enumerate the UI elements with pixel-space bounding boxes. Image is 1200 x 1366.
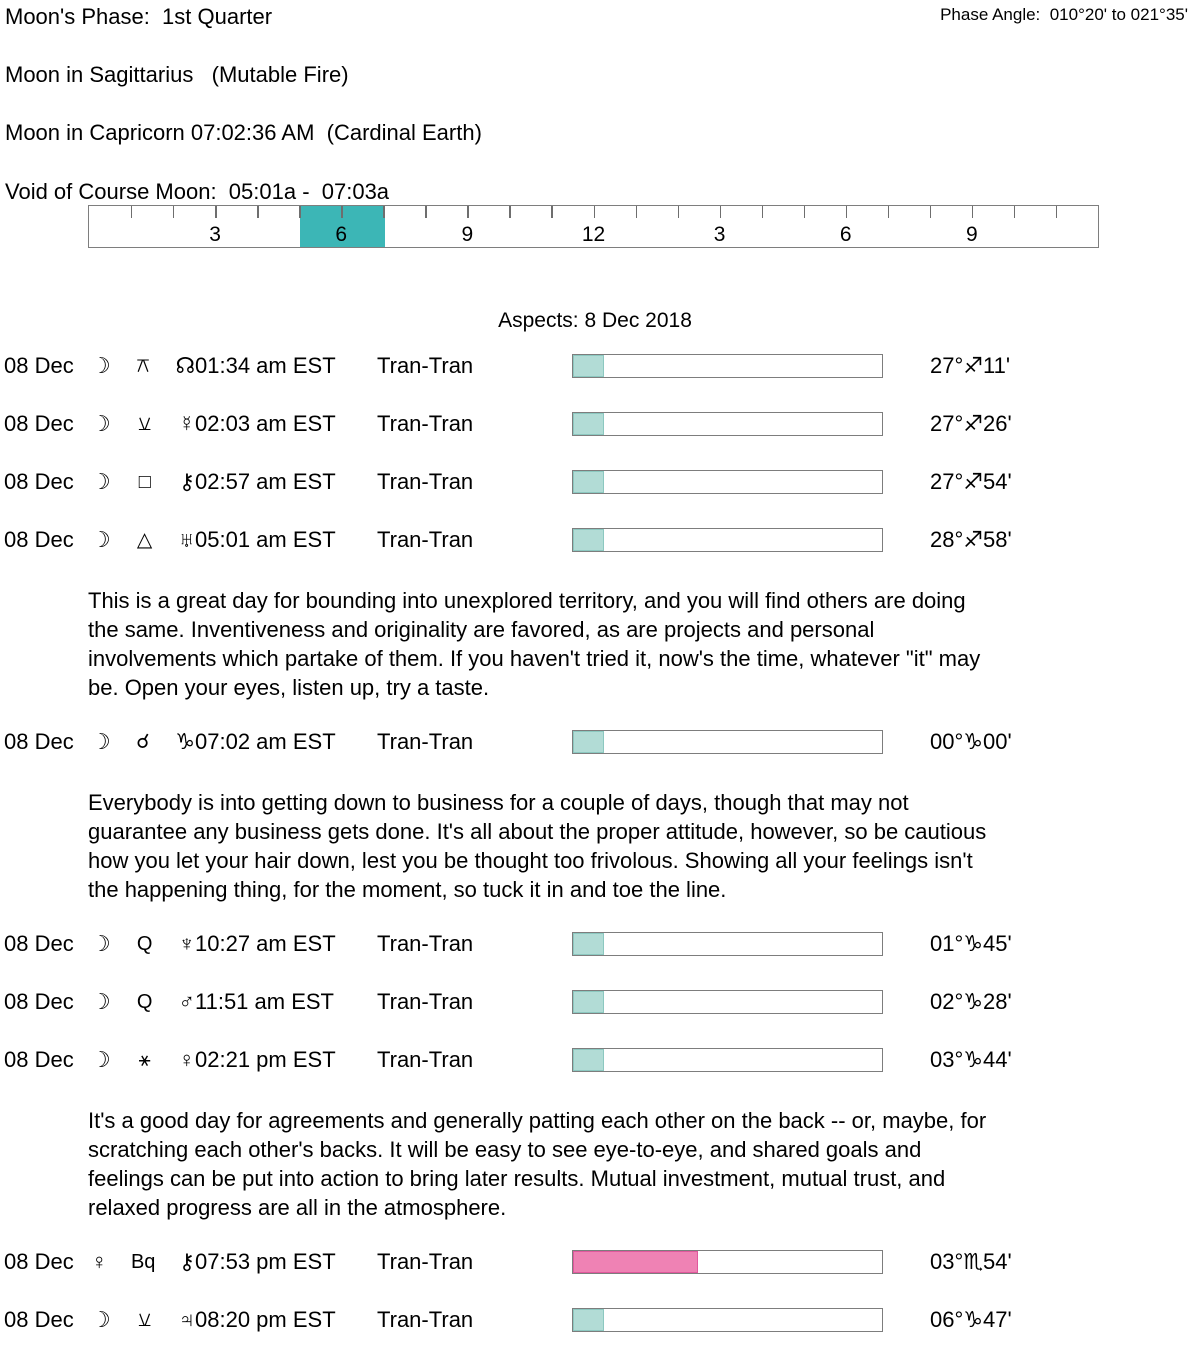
orb-bar-fill	[573, 355, 604, 377]
aspect-date: 08 Dec	[4, 469, 74, 494]
aspect-date: 08 Dec	[4, 1307, 74, 1332]
moon-icon: ☽	[91, 353, 111, 378]
note-line: relaxed progress are all in the atmosphere.	[88, 1195, 507, 1220]
aspect-symbols	[91, 730, 195, 754]
interpretation-note	[0, 1106, 1200, 1222]
hour-tick	[341, 206, 342, 218]
chiron-icon: ⚷	[178, 1249, 195, 1274]
hour-tick	[972, 206, 973, 218]
quintile-icon: Q	[136, 991, 153, 1013]
aspect-degree: 27°♐26'	[930, 411, 1012, 436]
hour-label: 9	[461, 223, 474, 246]
hour-label: 3	[713, 223, 726, 246]
aspect-type: Tran-Tran	[377, 1249, 474, 1274]
aspect-row	[0, 528, 1200, 552]
sextile-icon: ⚹	[138, 1049, 151, 1071]
moon-ingress-label: Moon in Capricorn 07:02:36 AM (Cardinal Earth)	[5, 120, 482, 145]
aspect-time: 05:01 am EST	[195, 527, 336, 552]
aspect-symbols	[91, 1308, 195, 1332]
aspect-type: Tran-Tran	[377, 989, 474, 1014]
aspect-degree: 06°♑47'	[930, 1307, 1012, 1332]
orb-bar-fill	[573, 1309, 604, 1331]
hour-tick	[804, 206, 805, 218]
aspect-list	[0, 354, 1200, 1366]
note-line: the happening thing, for the moment, so tuck it in and toe the line.	[88, 877, 727, 902]
aspect-row	[0, 354, 1200, 378]
hour-tick	[1014, 206, 1015, 218]
aspect-time: 10:27 am EST	[195, 931, 336, 956]
note-line: Everybody is into getting down to business for a couple of days, though that may not	[88, 790, 909, 815]
aspects-title: Aspects: 8 Dec 2018	[498, 309, 692, 332]
moon-icon: ☽	[91, 469, 111, 494]
day-hours-ruler	[88, 205, 1099, 248]
aspect-time: 02:21 pm EST	[195, 1047, 336, 1072]
hour-tick	[846, 206, 847, 218]
aspect-date: 08 Dec	[4, 527, 74, 552]
aspect-date: 08 Dec	[4, 931, 74, 956]
aspect-degree: 02°♑28'	[930, 989, 1012, 1014]
quintile-icon: Q	[136, 933, 153, 955]
aspect-type: Tran-Tran	[377, 527, 474, 552]
aspect-degree: 03°♑44'	[930, 1047, 1012, 1072]
aspect-time: 08:20 pm EST	[195, 1307, 336, 1332]
semisextile-icon: ⚺	[137, 1309, 152, 1331]
aspect-type: Tran-Tran	[377, 353, 474, 378]
aspect-symbols	[91, 470, 195, 494]
aspect-row	[0, 730, 1200, 754]
aspect-row	[0, 412, 1200, 436]
aspect-time: 01:34 am EST	[195, 353, 336, 378]
aspect-date: 08 Dec	[4, 411, 74, 436]
aspect-type: Tran-Tran	[377, 1307, 474, 1332]
aspect-time: 07:53 pm EST	[195, 1249, 336, 1274]
note-line: It's a good day for agreements and generally patting each other on the back -- or, maybe, for	[88, 1108, 987, 1133]
hour-tick	[467, 206, 468, 218]
aspect-degree: 27°♐11'	[930, 353, 1011, 378]
orb-bar	[572, 1048, 883, 1072]
orb-bar	[572, 354, 883, 378]
aspect-date: 08 Dec	[4, 729, 74, 754]
aspect-degree: 03°♏54'	[930, 1249, 1012, 1274]
hour-label: 12	[581, 223, 606, 246]
orb-bar	[572, 1250, 883, 1274]
moon-icon: ☽	[91, 527, 111, 552]
hour-label: 9	[966, 223, 978, 246]
chiron-icon: ⚷	[178, 469, 195, 494]
note-line: guarantee any business gets done. It's all about the proper attitude, however, so be cautious	[88, 819, 987, 844]
orb-bar	[572, 730, 883, 754]
interpretation-note	[0, 788, 1200, 904]
aspect-symbols	[91, 354, 195, 378]
note-line: be. Open your eyes, listen up, try a taste.	[88, 675, 490, 700]
orb-bar	[572, 1308, 883, 1332]
north-node-icon: ☊	[175, 353, 195, 378]
note-line: This is a great day for bounding into unexplored territory, and you will find others are doing	[88, 588, 966, 613]
aspect-date: 08 Dec	[4, 1249, 74, 1274]
moon-icon: ☽	[91, 1307, 111, 1332]
aspect-row	[0, 1308, 1200, 1332]
hour-tick	[1056, 206, 1057, 218]
hour-label: 3	[209, 223, 221, 246]
aspect-symbols	[91, 990, 195, 1014]
aspect-row	[0, 1250, 1200, 1274]
capricorn-icon: ♑	[175, 729, 195, 754]
neptune-icon: ♆	[178, 931, 195, 956]
aspect-symbols	[91, 1048, 195, 1072]
uranus-icon: ♅	[178, 527, 195, 552]
note-line: scratching each other's backs. It will be easy to see eye-to-eye, and shared goals and	[88, 1137, 922, 1162]
moon-icon: ☽	[91, 989, 111, 1014]
orb-bar-fill	[573, 1251, 698, 1273]
venus-icon: ♀	[91, 1249, 108, 1274]
aspect-time: 02:03 am EST	[195, 411, 336, 436]
note-line: involvements which partake of them. If you haven't tried it, now's the time, whatever "it" may	[88, 646, 981, 671]
trine-icon: △	[136, 529, 153, 551]
aspect-row	[0, 990, 1200, 1014]
aspect-date: 08 Dec	[4, 989, 74, 1014]
hour-tick	[215, 206, 216, 218]
hour-tick	[551, 206, 552, 218]
square-icon: □	[138, 471, 151, 493]
semisextile-icon: ⚺	[137, 413, 152, 435]
aspect-type: Tran-Tran	[377, 729, 474, 754]
orb-bar-fill	[573, 933, 604, 955]
orb-bar	[572, 412, 883, 436]
aspect-time: 11:51 am EST	[195, 989, 334, 1014]
aspect-type: Tran-Tran	[377, 411, 474, 436]
aspect-degree: 28°♐58'	[930, 527, 1012, 552]
orb-bar-fill	[573, 471, 604, 493]
phase-angle-label: Phase Angle: 010°20' to 021°35'	[940, 5, 1188, 24]
hour-tick	[131, 206, 132, 218]
note-line: how you let your hair down, lest you be thought too frivolous. Showing all your feelings isn't	[88, 848, 973, 873]
orb-bar	[572, 470, 883, 494]
moon-icon: ☽	[91, 411, 111, 436]
void-of-course-label: Void of Course Moon: 05:01a - 07:03a	[5, 179, 390, 204]
venus-icon: ♀	[178, 1047, 195, 1072]
aspect-symbols	[91, 528, 195, 552]
hour-tick	[636, 206, 637, 218]
aspect-time: 02:57 am EST	[195, 469, 336, 494]
aspect-degree: 01°♑45'	[930, 931, 1012, 956]
jupiter-icon: ♃	[178, 1307, 195, 1332]
aspect-symbols	[91, 932, 195, 956]
interpretation-note	[0, 586, 1200, 702]
hour-tick	[930, 206, 931, 218]
orb-bar-fill	[573, 731, 604, 753]
aspect-type: Tran-Tran	[377, 469, 474, 494]
hour-tick	[762, 206, 763, 218]
hour-tick	[594, 206, 595, 218]
aspect-symbols	[91, 412, 195, 436]
moon-icon: ☽	[91, 1047, 111, 1072]
aspect-symbols	[91, 1250, 195, 1274]
aspect-row	[0, 1048, 1200, 1072]
hour-tick	[720, 206, 721, 218]
hour-tick	[173, 206, 174, 218]
moon-icon: ☽	[91, 729, 111, 754]
aspect-degree: 00°♑00'	[930, 729, 1012, 754]
quincunx-icon: ⚻	[136, 355, 150, 377]
moon-icon: ☽	[91, 931, 111, 956]
mercury-icon: ☿	[178, 411, 195, 436]
moons-phase-label: Moon's Phase: 1st Quarter	[5, 4, 273, 29]
orb-bar-fill	[573, 529, 604, 551]
orb-bar-fill	[573, 991, 604, 1013]
note-line: the same. Inventiveness and originality are favored, as are projects and personal	[88, 617, 875, 642]
biquintile-icon: Bq	[130, 1251, 156, 1273]
hour-tick	[888, 206, 889, 218]
aspect-row	[0, 932, 1200, 956]
hour-tick	[383, 206, 384, 218]
aspect-row	[0, 470, 1200, 494]
hour-tick	[299, 206, 300, 218]
note-line: feelings can be put into action to bring later results. Mutual investment, mutual trust, and	[88, 1166, 946, 1191]
aspect-degree: 27°♐54'	[930, 469, 1012, 494]
mars-icon: ♂	[178, 989, 195, 1014]
orb-bar	[572, 528, 883, 552]
hour-tick	[509, 206, 510, 218]
aspect-type: Tran-Tran	[377, 931, 474, 956]
orb-bar-fill	[573, 1049, 604, 1071]
orb-bar	[572, 932, 883, 956]
hour-tick	[425, 206, 426, 218]
conjunction-icon: ☌	[136, 731, 150, 753]
orb-bar	[572, 990, 883, 1014]
hour-label: 6	[839, 223, 852, 246]
aspect-date: 08 Dec	[4, 353, 74, 378]
hour-tick	[257, 206, 258, 218]
orb-bar-fill	[573, 413, 604, 435]
aspect-type: Tran-Tran	[377, 1047, 474, 1072]
hour-tick	[678, 206, 679, 218]
aspect-time: 07:02 am EST	[195, 729, 336, 754]
aspect-date: 08 Dec	[4, 1047, 74, 1072]
moon-sign-label: Moon in Sagittarius (Mutable Fire)	[5, 62, 349, 87]
hour-label: 6	[335, 223, 348, 246]
